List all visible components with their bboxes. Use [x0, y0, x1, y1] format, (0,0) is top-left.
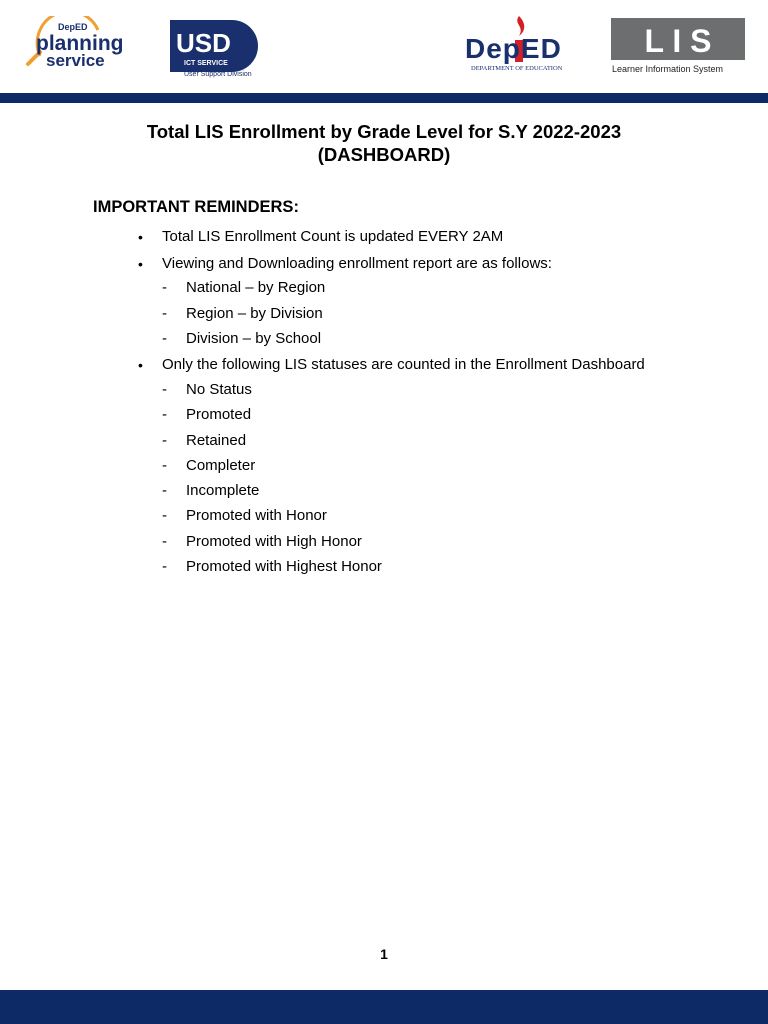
title-line-1: Total LIS Enrollment by Grade Level for S.Y 2022-2023: [146, 121, 622, 142]
svg-text:DepED: DepED: [58, 22, 88, 32]
sub-item-promoted-highest-honor: - Promoted with Highest Honor: [186, 558, 382, 576]
sub-item-national: - National – by Region: [186, 279, 325, 297]
svg-text:DepED: DepED: [465, 33, 562, 64]
svg-text:USD: USD: [176, 28, 231, 58]
footer-bar: [0, 990, 768, 1024]
svg-text:ICT SERVICE: ICT SERVICE: [184, 60, 228, 67]
svg-text:Learner Information System: Learner Information System: [612, 64, 724, 74]
bullet-item-viewing-downloading: • Viewing and Downloading enrollment report are as follows:: [162, 255, 552, 273]
bullet-item-statuses: • Only the following LIS statuses are counted in the Enrollment Dashboard: [162, 356, 645, 374]
sub-item-division: - Division – by School: [186, 330, 321, 348]
bullet-item-update-schedule: • Total LIS Enrollment Count is updated EVERY 2AM: [162, 228, 503, 246]
sub-item-no-status: - No Status: [186, 381, 252, 399]
svg-text:L I S: L I S: [644, 23, 712, 59]
usd-logo: [170, 20, 258, 80]
sub-item-promoted-honor: - Promoted with Honor: [186, 507, 327, 525]
sub-item-completer: - Completer: [186, 457, 255, 475]
svg-text:planning: planning: [36, 32, 124, 55]
reminders-heading: IMPORTANT REMINDERS:: [93, 198, 299, 216]
lis-logo: [611, 18, 747, 76]
svg-text:DEPARTMENT OF EDUCATION: DEPARTMENT OF EDUCATION: [471, 65, 563, 72]
sub-item-promoted: - Promoted: [186, 406, 251, 424]
page-number: 1: [380, 946, 388, 962]
sub-item-promoted-high-honor: - Promoted with High Honor: [186, 533, 362, 551]
deped-logo: [459, 10, 587, 76]
page-title: [0, 120, 768, 166]
title-line-2: (DASHBOARD): [317, 144, 451, 165]
sub-item-incomplete: - Incomplete: [186, 482, 259, 500]
svg-text:service: service: [46, 51, 105, 70]
svg-text:User Support Division: User Support Division: [184, 71, 252, 78]
sub-item-retained: - Retained: [186, 432, 246, 450]
header-divider-bar: [0, 93, 768, 103]
planning-service-logo: [26, 16, 140, 72]
sub-item-region: - Region – by Division: [186, 305, 323, 323]
